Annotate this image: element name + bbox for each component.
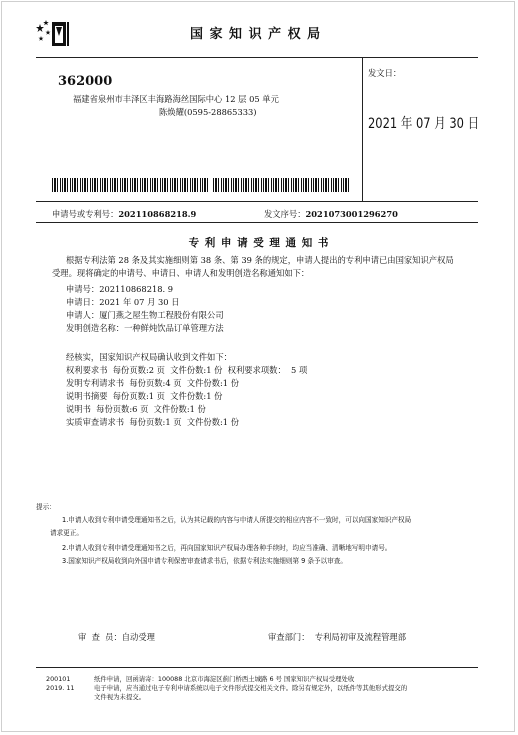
barcode-right — [213, 178, 351, 192]
intro-line-1: 根据专利法第 28 条及其实施细则第 38 条、第 39 条的规定，申请人提出的专利申请已由国家知识产权局 — [66, 255, 454, 265]
barcode-left — [52, 178, 209, 192]
examiner: 审 查 员：自动受理 — [78, 632, 155, 642]
doc-exam-request: 实质审查请求书 每份页数:1 页 文件份数:1 份 — [66, 417, 240, 427]
app-number-value: 202110868218.9 — [118, 209, 197, 219]
tip-1a: 1.申请人收到专利申请受理通知书之后，认为其记载的内容与申请人所提交的相应内容不一致时，可以向国家知识产权局 — [62, 516, 412, 524]
serial-row — [264, 209, 398, 220]
field-application-date: 申请日：2021 年 07 月 30 日 — [66, 297, 180, 307]
agency-title: 国 家 知 识 产 权 局 — [190, 27, 322, 42]
recipient-contact: 陈焕耀(0595-28865333) — [159, 107, 257, 117]
tip-1b: 请求更正。 — [50, 529, 83, 537]
doc-abstract: 说明书摘要 每份页数:1 页 文件份数:1 份 — [66, 391, 223, 401]
form-code: 200101 — [46, 675, 71, 683]
tip-2: 2.申请人收到专利申请受理通知书之后，再向国家知识产权局办理各种手续时，均应当准确、清晰地写明申请号。 — [62, 544, 392, 552]
footer-text-3: 文件视为未提交。 — [94, 693, 146, 701]
app-number-label: 申请号或专利号： — [52, 209, 119, 219]
serial-label: 发文序号： — [264, 209, 306, 219]
dispatch-label: 发文日： — [368, 68, 402, 78]
footer-text-1: 纸件申请，回函请寄：100088 北京市海淀区蓟门桥西土城路 6 号 国家知识产权局受理处收 — [94, 675, 355, 683]
field-application-number: 申请号：202110868218. 9 — [66, 284, 174, 294]
footer-text-2: 电子申请，应当通过电子专利申请系统以电子文件形式提交相关文件。除另有规定外，以纸件等其他形式提交的 — [94, 684, 408, 692]
field-applicant: 申请人：厦门燕之屋生物工程股份有限公司 — [66, 310, 224, 320]
ids-rule — [36, 222, 478, 223]
docs-intro: 经核实，国家知识产权局确认收到文件如下： — [66, 352, 232, 362]
app-number-row — [52, 209, 196, 220]
frame-bottom-rule — [36, 201, 478, 202]
notice-title: 专 利 申 请 受 理 通 知 书 — [188, 237, 330, 249]
frame-divider — [362, 57, 363, 201]
form-version: 2019. 11 — [46, 684, 75, 692]
tips-heading: 提示： — [36, 503, 56, 511]
postcode: 362000 — [58, 74, 113, 89]
intro-line-2: 受理。现将确定的申请号、申请日、申请人和发明创造名称通知如下： — [52, 268, 310, 278]
department: 审查部门： 专利局初审及流程管理部 — [268, 632, 407, 642]
top-rule — [36, 57, 478, 58]
doc-description: 说明书 每份页数:6 页 文件份数:1 份 — [66, 404, 206, 414]
recipient-address: 福建省泉州市丰泽区丰海路海丝国际中心 12 层 05 单元 — [73, 94, 279, 104]
field-invention-title: 发明创造名称：一种鲜炖饮品订单管理方法 — [66, 323, 224, 333]
doc-claims: 权利要求书 每份页数:2 页 文件份数:1 份 权利要求项数： 5 项 — [66, 365, 308, 375]
tip-3: 3.国家知识产权局收到向外国申请专利保密审查请求书后，依据专利法实施细则第 9 条予以审查。 — [62, 557, 348, 565]
doc-request: 发明专利请求书 每份页数:4 页 文件份数:1 份 — [66, 378, 240, 388]
footer-rule — [36, 667, 478, 668]
dispatch-date: 2021 年 07 月 30 日 — [368, 116, 480, 132]
serial-value: 2021073001296270 — [305, 209, 398, 219]
cnipa-emblem — [36, 18, 76, 50]
